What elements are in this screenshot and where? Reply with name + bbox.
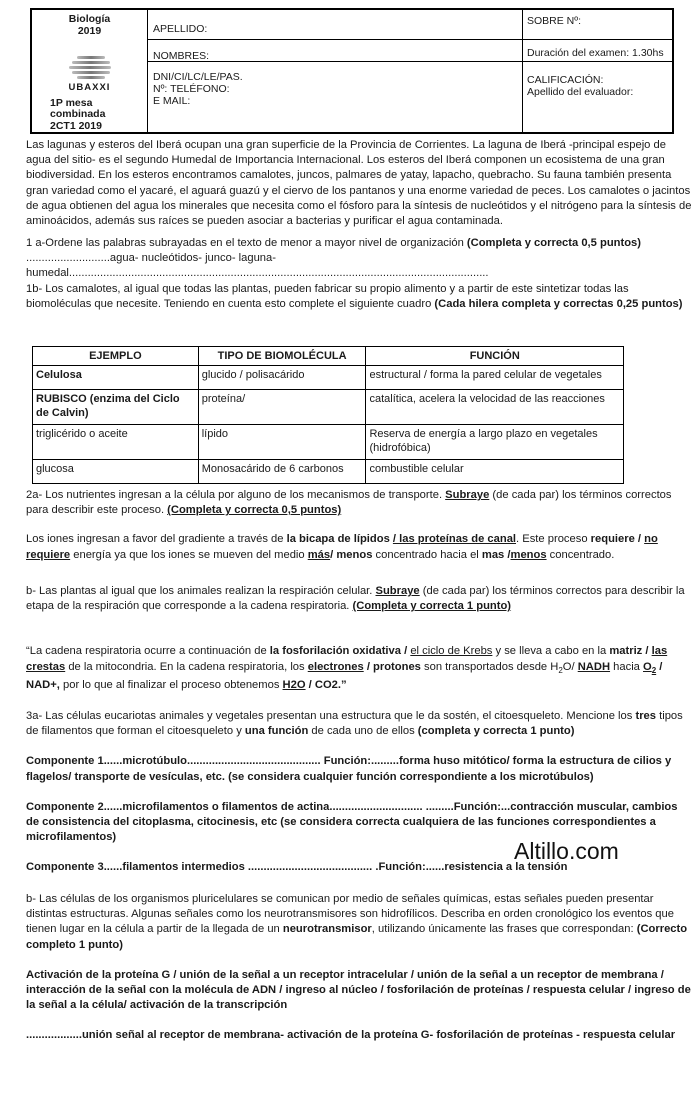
q2b-option-selected: NADH	[577, 660, 611, 673]
q3a-prompt-cont: de cada uno de ellos	[311, 725, 415, 738]
q2a-instruction: Subraye	[445, 489, 490, 501]
component-3-answer: Componente 3......filamentos intermedios ........................................ .Función:......resistencia a la tensión	[26, 861, 568, 874]
logo-text: UBAXXI	[68, 82, 111, 93]
component-1-answer: Componente 1......microtúbulo........................................... Función:.........forma huso mitótico/ forma la estructura de cilios y flagelos/ transporte de vesículas, etc. (se considera cualquier función correspondiente a los microtúbulos)	[26, 755, 672, 783]
q1a-score: (Completa y correcta 0,5 puntos)	[466, 237, 641, 249]
q2b-option: / CO2.”	[308, 679, 347, 692]
table-header-row	[33, 347, 624, 366]
table-cell: glucido / polisacárido	[198, 366, 366, 390]
table-cell: Celulosa	[33, 366, 199, 390]
table-cell: proteína/	[198, 390, 366, 425]
q2b-text: son transportados desde H	[424, 660, 559, 673]
q2a-option: menos	[336, 548, 373, 561]
evaluador-label: Apellido del evaluador:	[527, 86, 634, 98]
q2a-prompt: 2a- Los nutrientes ingresan a la célula por alguno de los mecanismos de transporte.	[26, 489, 443, 501]
q2a-text: /	[330, 548, 334, 561]
q2b-option: / NAD+,	[26, 660, 663, 692]
biomolecule-table	[32, 346, 624, 484]
q2b-option-selected: las crestas	[26, 645, 668, 673]
q2a-text: . Este proceso	[516, 533, 588, 546]
q2a-option: mas /	[481, 548, 511, 561]
q2b-text: hacia	[613, 660, 640, 673]
q1a-answer-line2: humedal.......................................................................................................................................	[26, 267, 489, 280]
intro-paragraph	[26, 138, 692, 229]
q2b-option-selected: electrones	[307, 660, 364, 673]
table-cell: RUBISCO (enzima del Ciclo de Calvin)	[33, 390, 199, 425]
q2b-text: “La cadena respiratoria ocurre a continuación de	[26, 645, 267, 658]
q1a-answer-line1: ...........................agua- nucleótidos- junco- laguna-	[26, 252, 276, 265]
table-cell: glucosa	[33, 460, 199, 484]
header-divider	[147, 10, 148, 132]
q3a-prompt: 3a- Las células eucariotas animales y vegetales presentan una estructura que le da sostén, el citoesqueleto. Mencione los	[26, 710, 633, 722]
q3b-emphasis: neurotransmisor	[282, 923, 372, 936]
header-divider	[147, 61, 674, 62]
q2a-option-selected: no requiere	[26, 533, 658, 561]
table-cell: lípido	[198, 425, 366, 460]
table-cell: estructural / forma la pared celular de vegetales	[366, 366, 624, 390]
header-divider	[522, 10, 523, 132]
q2b-subscript: 2	[558, 665, 563, 675]
table-cell: Reserva de energía a largo plazo en vegetales (hidrofóbica)	[366, 425, 624, 460]
q2a-text: energía ya que los iones se mueven del medio	[73, 548, 305, 561]
q2b-option-selected: H2O	[282, 679, 306, 692]
q1b-score: (Cada hilera completa y correctas 0,25 puntos)	[434, 298, 683, 311]
nombres-label: NOMBRES:	[153, 50, 210, 62]
q3a-prompt-cont: tipos de filamentos que forman el citoesqueleto y	[26, 710, 683, 738]
q3b-prompt-cont: , utilizando únicamente las frases que correspondan:	[371, 923, 634, 936]
email-label: E MAIL:	[153, 95, 191, 107]
q2a-option-selected: / las proteínas de canal	[392, 533, 517, 546]
q2b-text: O/	[562, 660, 575, 673]
exam-type: 1P mesa combinada	[50, 97, 106, 120]
watermark: Altillo.com	[514, 838, 619, 864]
q3a-emphasis: tres	[635, 710, 656, 722]
table-cell: combustible celular	[366, 460, 624, 484]
id-label: DNI/CI/LC/LE/PAS.	[153, 71, 243, 83]
question-2b	[26, 584, 692, 693]
q2a-text: concentrado hacia el	[375, 548, 479, 561]
table-header: FUNCIÓN	[366, 347, 624, 366]
telefono-label: Nº: TELÉFONO:	[153, 83, 230, 95]
header-divider	[147, 39, 674, 40]
duracion-label: Duración del examen: 1.30hs	[527, 47, 664, 59]
q2b-option: la fosforilación oxidativa /	[269, 645, 408, 658]
q2a-option: requiere /	[590, 533, 642, 546]
q2b-text: por lo que al finalizar el proceso obtenemos	[59, 679, 280, 692]
q2b-score: (Completa y correcta 1 punto)	[352, 600, 512, 613]
q2a-option: la bicapa de lípidos	[286, 533, 390, 546]
table-cell: catalítica, acelera la velocidad de las reacciones	[366, 390, 624, 425]
question-2a	[26, 488, 692, 563]
q2b-option-selected: el ciclo de Krebs	[410, 645, 493, 658]
q3a-score: (completa y correcta 1 punto)	[417, 725, 575, 738]
q2b-option: matriz /	[609, 645, 649, 658]
question-1a	[26, 236, 692, 282]
q2b-prompt-cont: (de cada par) los términos correctos para describir la etapa de la respiración que corresponde a la cadena respiratoria.	[26, 585, 685, 613]
table-cell: Monosacárido de 6 carbonos	[198, 460, 366, 484]
q2a-text: Los iones ingresan a favor del gradiente a través de	[26, 533, 284, 546]
exam-code: 2CT1 2019	[50, 120, 102, 132]
q2b-instruction: Subraye	[375, 585, 420, 597]
q2b-option: / protones	[366, 660, 421, 673]
q2b-text: y se lleva a cabo en la	[495, 645, 607, 658]
q2a-option-selected: más	[307, 548, 331, 561]
ubaxxi-logo	[69, 56, 113, 84]
component-2-answer: Componente 2......microfilamentos o filamentos de actina.............................. .........Función:...contracción muscular, cambios de consistencia del citoplasma, citocinesis, etc (se considera correcta cualquiera de las funciones correspondientes a microfilamentos)	[26, 800, 678, 844]
intro-text: Las lagunas y esteros del Iberá ocupan una gran superficie de la Provincia de Corrientes. La laguna de Iberá -principal espejo de agua del sitio- es el segundo Humedal de Importancia Internacional. Los esteros del Iberá componen un ecosistema de una gran biodiversidad. En los esteros encontramos camalotes, juncos, palmares de yatay, lapacho, quebracho. Su fauna también presenta gran variedad como el yacaré, el aguará guazú y el ciervo de los pantanos y una enorme variedad de peces. Los camalotes o jacintos de agua obtienen del agua los minerales que necesita como el fósforo para la síntesis de nucleótidos y el nitrógeno para la síntesis de aminoácidos, además sus raíces se pueden asociar a bacterias y purificar el agua contaminada.	[26, 139, 692, 228]
table-row	[33, 460, 624, 484]
q2b-text: de la mitocondria. En la cadena respiratoria, los	[68, 660, 305, 673]
table-row	[33, 366, 624, 390]
q2a-score: (Completa y correcta 0,5 puntos)	[167, 504, 342, 517]
subject: Biología	[68, 13, 111, 25]
question-1b	[26, 282, 692, 312]
table-row	[33, 425, 624, 460]
question-3b	[26, 892, 692, 1044]
q2b-prompt: b- Las plantas al igual que los animales realizan la respiración celular.	[26, 585, 373, 597]
q2a-prompt-cont: (de cada par) los términos correctos para describir este proceso.	[26, 489, 672, 517]
year: 2019	[77, 25, 102, 37]
q3b-prompt: b- Las células de los organismos pluricelulares se comunican por medio de señales químicas, estas señales pueden presentar distintas estructuras. Algunas señales como los neurotransmisores son hidrofílicos. Describa en orden cronológico los eventos que tienen lugar en la célula a partir de la llegada de un	[26, 893, 674, 936]
apellido-label: APELLIDO:	[153, 23, 208, 35]
q1a-prompt: 1 a-Ordene las palabras subrayadas en el texto de menor a mayor nivel de organización	[26, 237, 464, 249]
q2a-option-selected: menos	[510, 548, 547, 561]
q2b-option-selected: O	[643, 660, 652, 673]
q3b-answer: ..................unión señal al receptor de membrana- activación de la proteína G- fosforilación de proteínas - respuesta celular	[26, 1029, 676, 1042]
calificacion-label: CALIFICACIÓN:	[527, 74, 604, 86]
q1b-prompt: 1b- Los camalotes, al igual que todas las plantas, pueden fabricar su propio alimento y a partir de este sintetizar todas las biomoléculas que necesite. Teniendo en cuenta esto complete el siguiente cuadro	[26, 283, 629, 311]
table-header: TIPO DE BIOMOLÉCULA	[198, 347, 366, 366]
q3b-score: (Correcto completo 1 punto)	[26, 923, 688, 951]
q3a-emphasis: una función	[244, 725, 309, 738]
q2a-text: concentrado.	[549, 548, 615, 561]
table-cell: triglicérido o aceite	[33, 425, 199, 460]
q2b-subscript: 2	[651, 665, 657, 675]
table-row	[33, 390, 624, 425]
q3b-options: Activación de la proteína G / unión de la señal a un receptor intracelular / unión de la señal a un receptor de membrana / interacción de la señal con la molécula de ADN / ingreso al núcleo / fosforilación de proteínas / respuesta celular / ingreso de la señal a la célula/ activación de la transcripción	[26, 968, 691, 1012]
exam-header	[30, 8, 674, 134]
table-header: EJEMPLO	[33, 347, 199, 366]
sobre-label: SOBRE Nº:	[527, 15, 582, 27]
